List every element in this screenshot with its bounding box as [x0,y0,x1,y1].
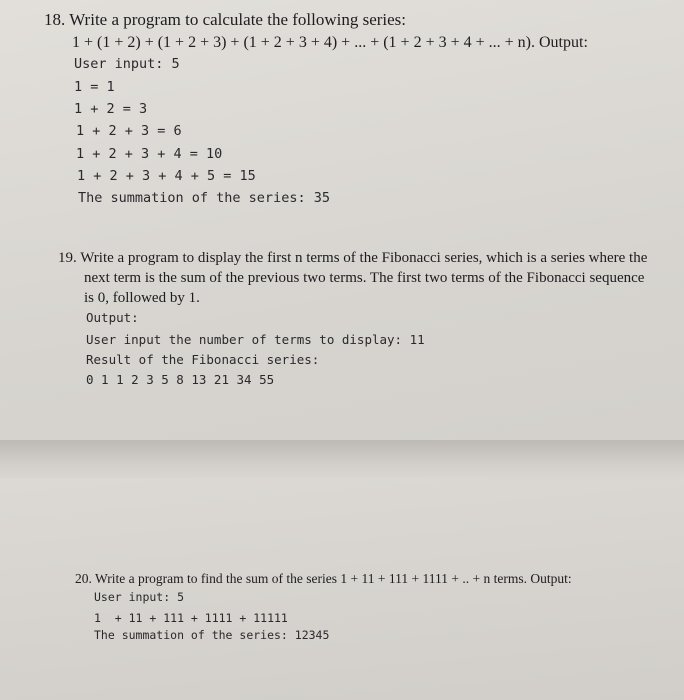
q19-output-line: User input the number of terms to display: 11 [86,332,425,347]
q18-output-line: 1 + 2 + 3 + 4 = 10 [76,146,223,162]
q20-output-line: 1 + 11 + 111 + 1111 + 11111 [94,611,288,625]
q20-output-line: User input: 5 [94,590,185,604]
q18-output-line: 1 + 2 + 3 + 4 + 5 = 15 [77,168,256,184]
q19-description-line: next term is the sum of the previous two terms. The first two terms of the Fibonacci sequence [84,270,645,286]
q19-output-line: Result of the Fibonacci series: [86,352,320,367]
q18-series-formula: 1 + (1 + 2) + (1 + 2 + 3) + (1 + 2 + 3 + 4) + ... + (1 + 2 + 3 + 4 + ... + n). Output: [72,34,588,51]
q19-fibonacci-result: 0 1 1 2 3 5 8 13 21 34 55 [86,372,275,387]
q18-output-line: 1 = 1 [74,79,115,95]
second-page [0,478,684,700]
q18-output-line: 1 + 2 + 3 = 6 [76,123,182,139]
q19-title: 19. Write a program to display the first n terms of the Fibonacci series, which is a series where the [58,250,648,266]
q19-description-line: is 0, followed by 1. [84,290,200,306]
q20-title: 20. Write a program to find the sum of the series 1 + 11 + 111 + 1111 + .. + n terms. Output: [75,571,572,586]
q18-output-line: User input: 5 [74,56,180,72]
q18-output-line: 1 + 2 = 3 [74,101,148,117]
q19-output-label: Output: [86,310,139,325]
q20-output-line: The summation of the series: 12345 [94,628,330,642]
q18-output-line: The summation of the series: 35 [78,190,330,206]
page-fold-shadow [0,440,684,480]
q18-title: 18. Write a program to calculate the following series: [44,10,407,29]
